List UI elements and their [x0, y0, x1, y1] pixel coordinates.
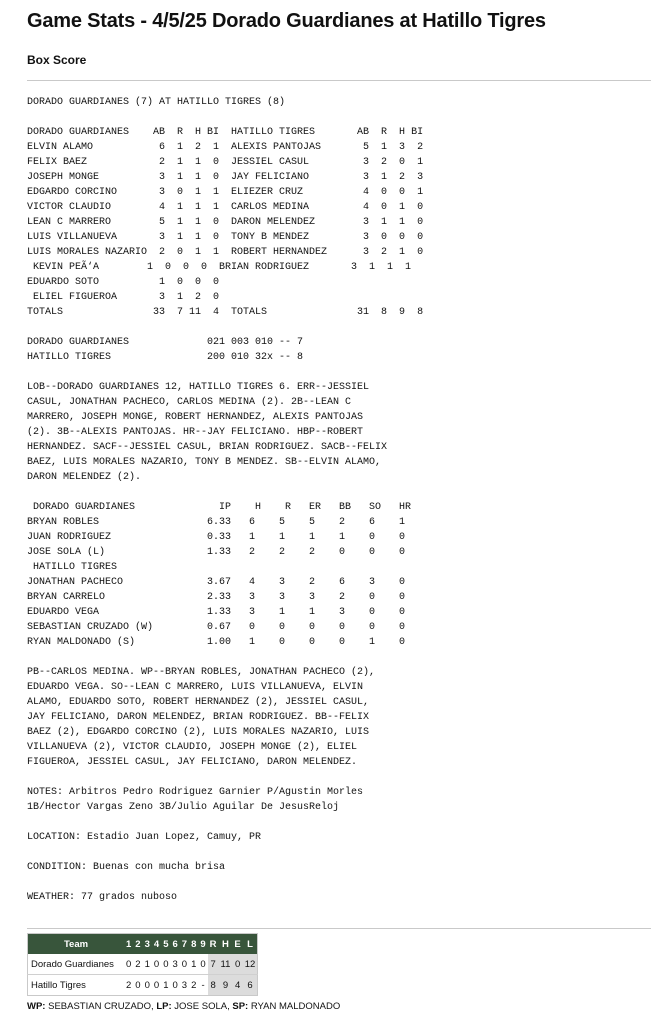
linescore-table: [27, 933, 258, 996]
linescore-row-home: [28, 975, 258, 996]
inning-score: 0: [143, 975, 152, 996]
inning-score: 1: [144, 958, 150, 970]
inning-score: 0: [163, 958, 169, 970]
inning-score: -: [198, 975, 207, 996]
inning-score: 1: [161, 975, 170, 996]
runs-total: 7: [208, 954, 219, 975]
page-title: Game Stats - 4/5/25 Dorado Guardianes at Hatillo Tigres: [27, 10, 546, 32]
box-score-text: DORADO GUARDIANES (7) AT HATILLO TIGRES (8) DORADO GUARDIANES AB R H BI HATILLO TIGRES AB R H BI ELVIN ALAMO 6 1 2 1 ALEXIS PANTOJAS 5 1 3 2 FELIX BAEZ 2 1 1 0 JESSIEL CASUL 3 2 0 1 JOSEPH MONGE 3 1 1 0 JAY FELICIANO 3 1 2 3 EDGARDO CORCINO 3 0 1 1 ELIEZER CRUZ 4 0 0 1 VICTOR CLAUDIO 4 1 1 1 CARLOS MEDINA 4 0 1 0 LEAN C MARRERO 5 1 1 0 DARON MELENDEZ 3 1 1 0 LUIS VILLANUEVA 3 1 1 0 TONY B MENDEZ 3 0 0 0 LUIS MORALES NAZARIO 2 0 1 1 ROBERT HERNANDEZ 3 2 1 0 KEVIN PEÃ‘A 1 0 0 0 BRIAN RODRIGUEZ 3 1 1 1 EDUARDO SOTO 1 0 0 0 ELIEL FIGUEROA 3 1 2 0 TOTALS 33 7 11 4 TOTALS 31 8 9 8 DORADO GUARDIANES 021 003 010 -- 7 HATILLO TIGRES 200 010 32x -- 8 LOB--DORADO GUARDIANES 12, HATILLO TIGRES 6. ERR--JESSIEL CASUL, JONATHAN PACHECO, CARLOS MEDINA (2). 2B--LEAN C MARRERO, JOSEPH MONGE, ROBERT HERNANDEZ, ALEXIS PANTOJAS (2). 3B--ALEXIS PANTOJAS. HR--JAY FELICIANO. HBP--ROBERT HERNANDEZ. SACF--JESSIEL CASUL, BRIAN RODRIGUEZ. SACB--FELIX BAEZ, LUIS MORALES NAZARIO, TONY B MENDEZ. SB--ELVIN ALAMO, DARON MELENDEZ (2). DORADO GUARDIANES IP H R ER BB SO HR BRYAN ROBLES 6.33 6 5 5 2 6 1 JUAN RODRIGUEZ 0.33 1 1 1 1 0 0 JOSE SOLA (L) 1.33 2 2 2 0 0 0 HATILLO TIGRES JONATHAN PACHECO 3.67 4 3 2 6 3 0 BRYAN CARRELO 2.33 3 3 3 2 0 0 EDUARDO VEGA 1.33 3 1 1 3 0 0 SEBASTIAN CRUZADO (W) 0.67 0 0 0 0 0 0 RYAN MALDONADO (S) 1.00 1 0 0 0 1 0 PB--CARLOS MEDINA. WP--BRYAN ROBLES, JONATHAN PACHECO (2), EDUARDO VEGA. SO--LEAN C MARRERO, LUIS VILLANUEVA, ELVIN ALAMO, EDUARDO SOTO, ROBERT HERNANDEZ (2), JESSIEL CASUL, JAY FELICIANO, DARON MELENDEZ, BRIAN RODRIGUEZ. BB--FELIX BAEZ (2), EDGARDO CORCINO (2), LUIS MORALES NAZARIO, LUIS VILLANUEVA (2), VICTOR CLAUDIO, JOSEPH MONGE (2), ELIEL FIGUEROA, JESSIEL CASUL, JAY FELICIANO, DARON MELENDEZ. NOTES: Arbitros Pedro Rodriguez Garnier P/Agustin Morles 1B/Hector Vargas Zeno 3B/Julio Aguilar De JesusReloj LOCATION: Estadio Juan Lopez, Camuy, PR CONDITION: Buenas con mucha brisa WEATHER: 77 grados nuboso: [27, 97, 424, 903]
header-team: Team: [28, 934, 125, 955]
header-inning-3: 3: [143, 934, 152, 955]
inning-score: 0: [133, 975, 142, 996]
lp-label: LP:: [156, 1001, 172, 1012]
inning-score: 1: [191, 958, 197, 970]
inning-score: 0: [126, 958, 132, 970]
inning-score: 3: [172, 958, 178, 970]
losing-pitcher: JOSE SOLA: [174, 1001, 228, 1012]
sp-label: SP:: [232, 1001, 249, 1012]
divider-bottom: [27, 928, 651, 929]
inning-score: 0: [152, 975, 161, 996]
inning-score: 0: [170, 975, 179, 996]
hits-total: 9: [219, 975, 233, 996]
hits-total: 11: [219, 954, 233, 975]
inning-score: 0: [200, 958, 206, 970]
header-runs: R: [208, 934, 219, 955]
pitching-decisions: WP: SEBASTIAN CRUZADO, LP: JOSE SOLA, SP: RYAN MALDONADO: [27, 1001, 341, 1012]
header-inning-7: 7: [180, 934, 189, 955]
header-inning-6: 6: [170, 934, 179, 955]
errors-total: 0: [232, 954, 242, 975]
team-name: Hatillo Tigres: [28, 975, 125, 996]
lob-total: 6: [243, 975, 258, 996]
header-inning-4: 4: [152, 934, 161, 955]
header-inning-9: 9: [198, 934, 207, 955]
header-lob: L: [243, 934, 258, 955]
header-inning-8: 8: [189, 934, 198, 955]
header-inning-2: 2: [133, 934, 142, 955]
divider-top: [27, 80, 651, 81]
wp-label: WP:: [27, 1001, 46, 1012]
linescore-header-row: [28, 934, 258, 955]
box-score-heading: Box Score: [27, 53, 87, 67]
errors-total: 4: [232, 975, 242, 996]
inning-score: 0: [153, 958, 160, 970]
linescore-row-away: [28, 954, 258, 975]
header-errors: E: [232, 934, 242, 955]
header-hits: H: [219, 934, 233, 955]
runs-total: 8: [208, 975, 219, 996]
inning-score: 3: [180, 975, 189, 996]
header-inning-1: 1: [124, 934, 133, 955]
winning-pitcher: SEBASTIAN CRUZADO: [48, 1001, 152, 1012]
header-inning-5: 5: [161, 934, 170, 955]
lob-total: 12: [243, 954, 258, 975]
inning-score: 2: [135, 958, 141, 970]
inning-score: 2: [124, 975, 133, 996]
inning-score: 0: [181, 958, 188, 970]
save-pitcher: RYAN MALDONADO: [250, 1001, 341, 1012]
inning-score: 2: [189, 975, 198, 996]
team-name: Dorado Guardianes: [31, 958, 114, 970]
